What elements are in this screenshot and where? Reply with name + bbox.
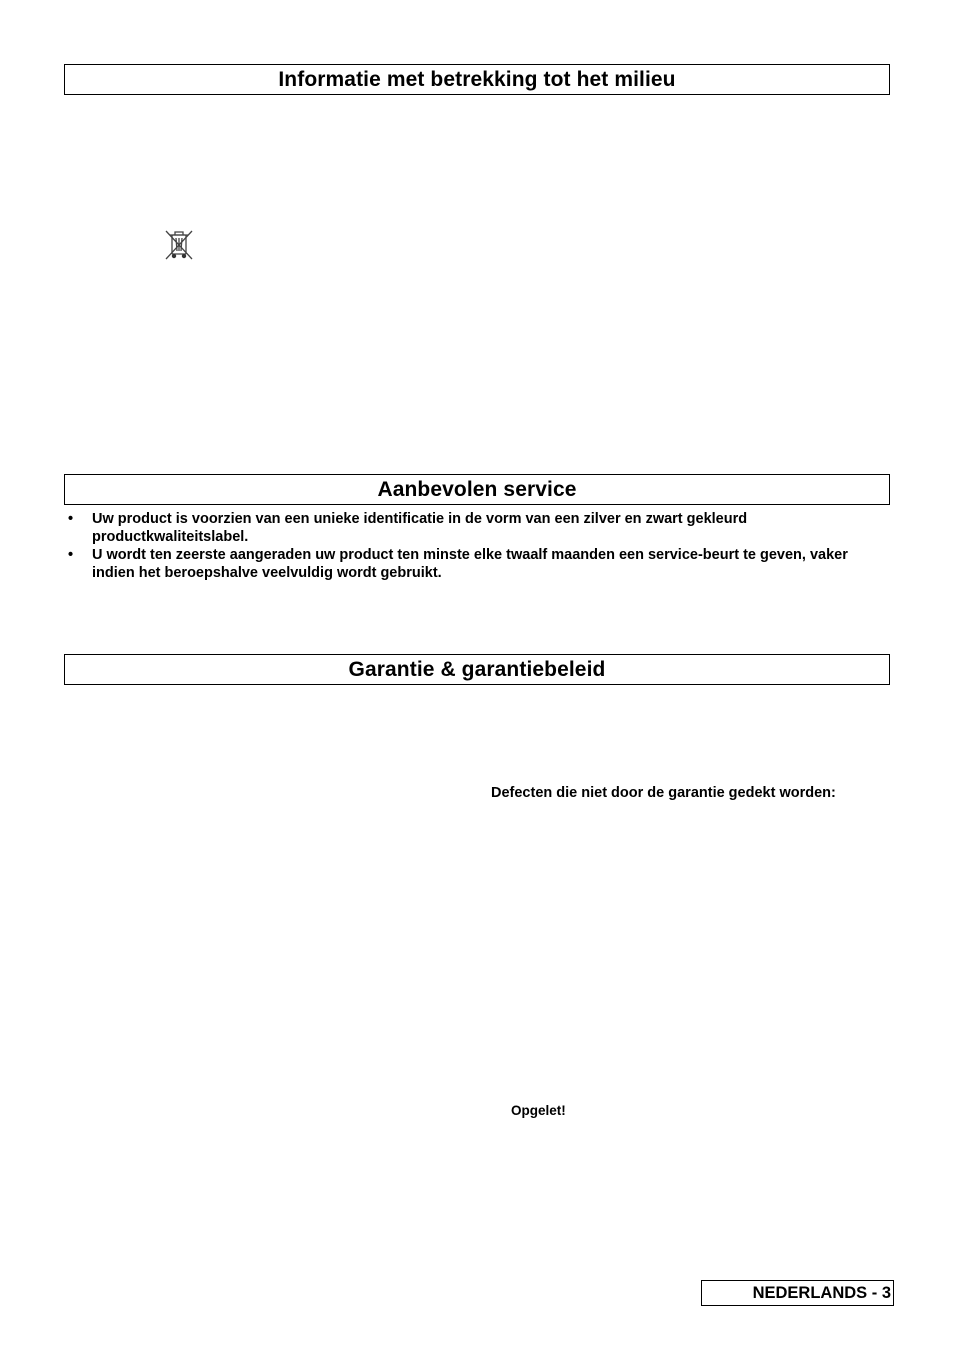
section-title-environment: [64, 64, 890, 95]
crossed-out-wheelie-bin-icon: [163, 228, 195, 262]
service-list: [64, 510, 890, 582]
list-item: [64, 546, 890, 582]
bullet-symbol: •: [68, 511, 74, 527]
section-title-warranty: [64, 654, 890, 685]
defects-heading: Defecten die niet door de garantie gedekt worden:: [491, 785, 836, 801]
section-title-service-text: Aanbevolen service: [377, 477, 577, 501]
list-item-text: U wordt ten zeerste aangeraden uw product ten minste elke twaalf maanden een service-beurt te geven, vaker indien het beroepshalve veelvuldig wordt gebruikt.: [92, 547, 848, 581]
caution-label: Opgelet!: [511, 1103, 566, 1118]
section-title-environment-text: Informatie met betrekking tot het milieu: [278, 67, 676, 91]
list-item-text: Uw product is voorzien van een unieke identificatie in de vorm van een zilver en zwart gekleurd productkwaliteitslabel.: [92, 511, 748, 545]
list-item: [64, 510, 890, 546]
section-title-warranty-text: Garantie & garantiebeleid: [348, 657, 606, 681]
bullet-symbol: •: [68, 547, 74, 563]
page-footer-text: NEDERLANDS - 3: [752, 1283, 891, 1302]
section-title-service: [64, 474, 890, 505]
page-footer-label: [701, 1280, 894, 1306]
